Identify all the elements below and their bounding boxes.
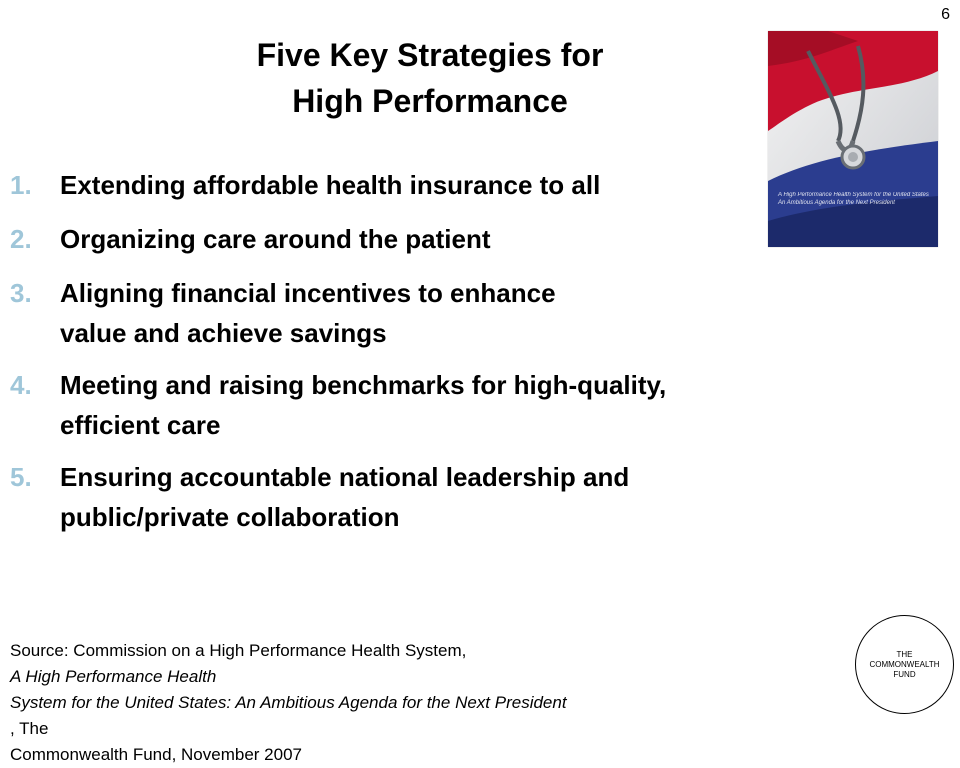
slide-title bbox=[140, 32, 720, 124]
report-cover-title: A High Performance Health System for the United States An Ambitious Agenda for the Next President bbox=[778, 192, 929, 206]
list-item-text: Aligning financial incentives to enhance value and achieve savings bbox=[60, 278, 556, 348]
list-item-text: Ensuring accountable national leadership and public/private collaboration bbox=[60, 462, 630, 532]
list-item bbox=[10, 457, 830, 537]
list-item-number: 4. bbox=[10, 370, 32, 400]
list-item-number: 5. bbox=[10, 462, 32, 492]
list-item bbox=[10, 273, 830, 353]
list-item-number: 1. bbox=[10, 170, 32, 200]
list-item bbox=[10, 365, 830, 445]
source-citation bbox=[10, 638, 850, 768]
commonwealth-fund-logo: THE COMMONWEALTH FUND bbox=[855, 615, 954, 714]
page-number: 6 bbox=[941, 6, 950, 23]
slide-title-line-2: High Performance bbox=[292, 83, 568, 119]
strategy-list bbox=[10, 165, 830, 549]
slide-title-line-1: Five Key Strategies for bbox=[256, 37, 604, 73]
source-line-2: System for the United States: An Ambitious Agenda for the Next President , The bbox=[10, 693, 567, 738]
list-item bbox=[10, 165, 830, 205]
list-item-text: Organizing care around the patient bbox=[60, 224, 491, 254]
list-item-text: Extending affordable health insurance to all bbox=[60, 170, 601, 200]
list-item-number: 2. bbox=[10, 224, 32, 254]
list-item bbox=[10, 219, 830, 259]
list-item-text: Meeting and raising benchmarks for high-quality, efficient care bbox=[60, 370, 667, 440]
source-line-1: Source: Commission on a High Performance Health System, A High Performance Health bbox=[10, 641, 467, 686]
source-line-3: Commonwealth Fund, November 2007 bbox=[10, 745, 302, 764]
list-item-number: 3. bbox=[10, 278, 32, 308]
